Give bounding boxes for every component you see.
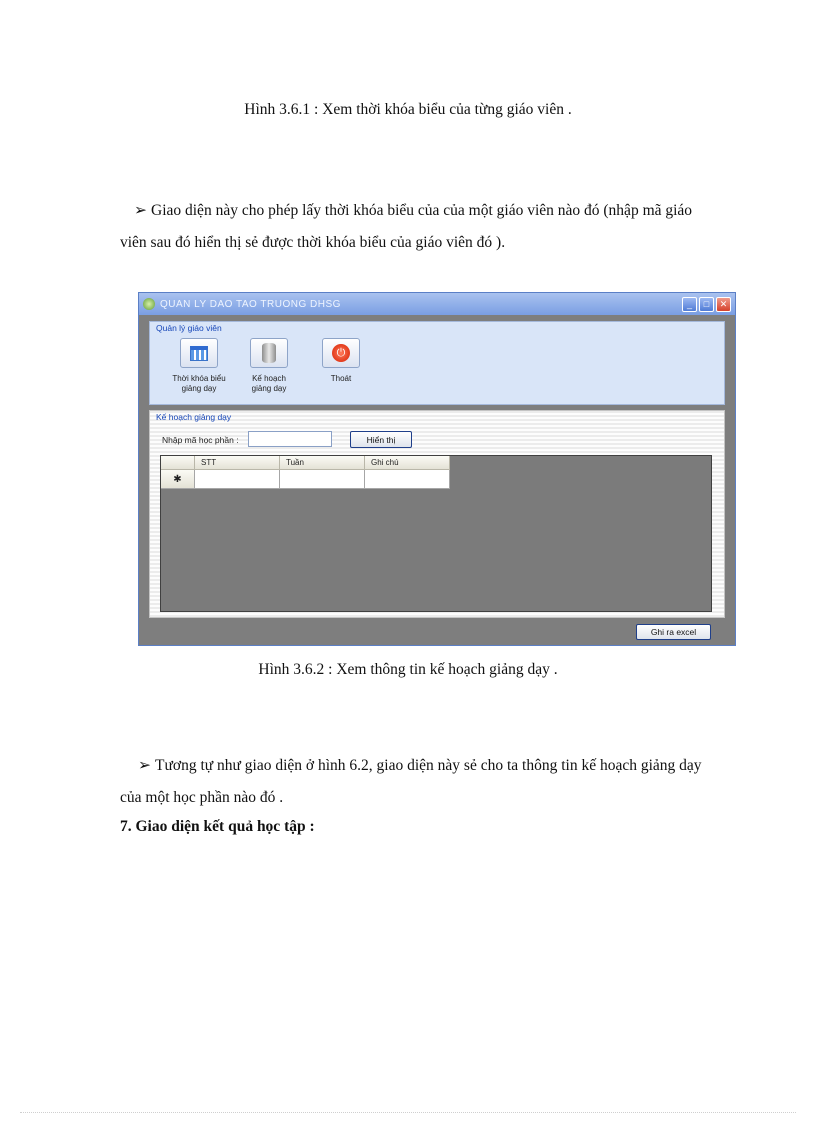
tool-label: Thoát (330, 374, 352, 383)
teaching-plan-group (149, 410, 725, 618)
calendar-icon (180, 338, 218, 368)
app-icon (143, 298, 155, 310)
plan-data-grid[interactable] (160, 455, 712, 612)
paragraph-2-text-1: Tương tự như giao diện ở hình 6.2, giao diện này sẻ cho ta thông tin kế hoạch giảng dạy (155, 757, 702, 774)
window-titlebar (139, 293, 735, 315)
tool-label: Kế hoạch giảng dạy (251, 374, 287, 393)
window-title: QUAN LY DAO TAO TRUONG DHSG (160, 298, 341, 310)
teaching-schedule-button[interactable] (164, 338, 234, 394)
teacher-management-group (149, 321, 725, 405)
close-button[interactable]: ✕ (716, 297, 731, 312)
figure-caption-3-6-1: Hình 3.6.1 : Xem thời khóa biểu của từng giáo viên . (244, 101, 572, 118)
group-title-teacher: Quản lý giáo viên (156, 323, 222, 333)
paragraph-1-line-1 (134, 195, 692, 227)
paragraph-1-line-2: viên sau đó hiển thị sẻ được thời khóa biểu của giáo viên đó ). (120, 234, 506, 251)
power-icon: ⏻ (322, 338, 360, 368)
grid-header-row (161, 456, 450, 470)
page-footer-divider (20, 1112, 796, 1113)
paragraph-2-line-1 (138, 750, 702, 782)
teaching-plan-button[interactable] (234, 338, 304, 394)
course-code-input[interactable] (248, 431, 332, 447)
export-excel-button[interactable]: Ghi ra excel (636, 624, 711, 640)
section-heading-7: 7. Giao diện kết quả học tập : (120, 818, 315, 835)
bullet-arrow-icon: ➢ (138, 757, 151, 774)
bullet-arrow-icon: ➢ (134, 202, 147, 219)
minimize-button[interactable]: _ (682, 297, 697, 312)
app-window-screenshot (138, 292, 736, 646)
group-title-plan: Kế hoạch giảng dạy (156, 412, 232, 422)
exit-button[interactable] (306, 338, 376, 384)
column-header-week[interactable]: Tuần (280, 456, 365, 470)
paragraph-1-text-1: Giao diện này cho phép lấy thời khóa biểu của của một giáo viên nào đó (nhập mã giáo (151, 202, 693, 219)
cell-note[interactable] (365, 470, 450, 489)
column-header-stt[interactable]: STT (195, 456, 280, 470)
database-icon (250, 338, 288, 368)
figure-caption-3-6-2: Hình 3.6.2 : Xem thông tin kế hoạch giảng dạy . (258, 661, 558, 678)
course-code-label: Nhập mã học phần : (162, 435, 239, 445)
paragraph-2-line-2: của một học phần nào đó . (120, 789, 284, 806)
new-row-marker-icon: ✱ (161, 470, 195, 489)
tool-label: Thời khóa biểu giảng dạy (172, 374, 226, 393)
column-header-note[interactable]: Ghi chú (365, 456, 450, 470)
cell-stt[interactable] (195, 470, 280, 489)
show-button[interactable]: Hiển thị (350, 431, 412, 448)
cell-week[interactable] (280, 470, 365, 489)
grid-row-header-corner (161, 456, 195, 470)
table-row-new[interactable] (161, 470, 450, 489)
maximize-button[interactable]: □ (699, 297, 714, 312)
